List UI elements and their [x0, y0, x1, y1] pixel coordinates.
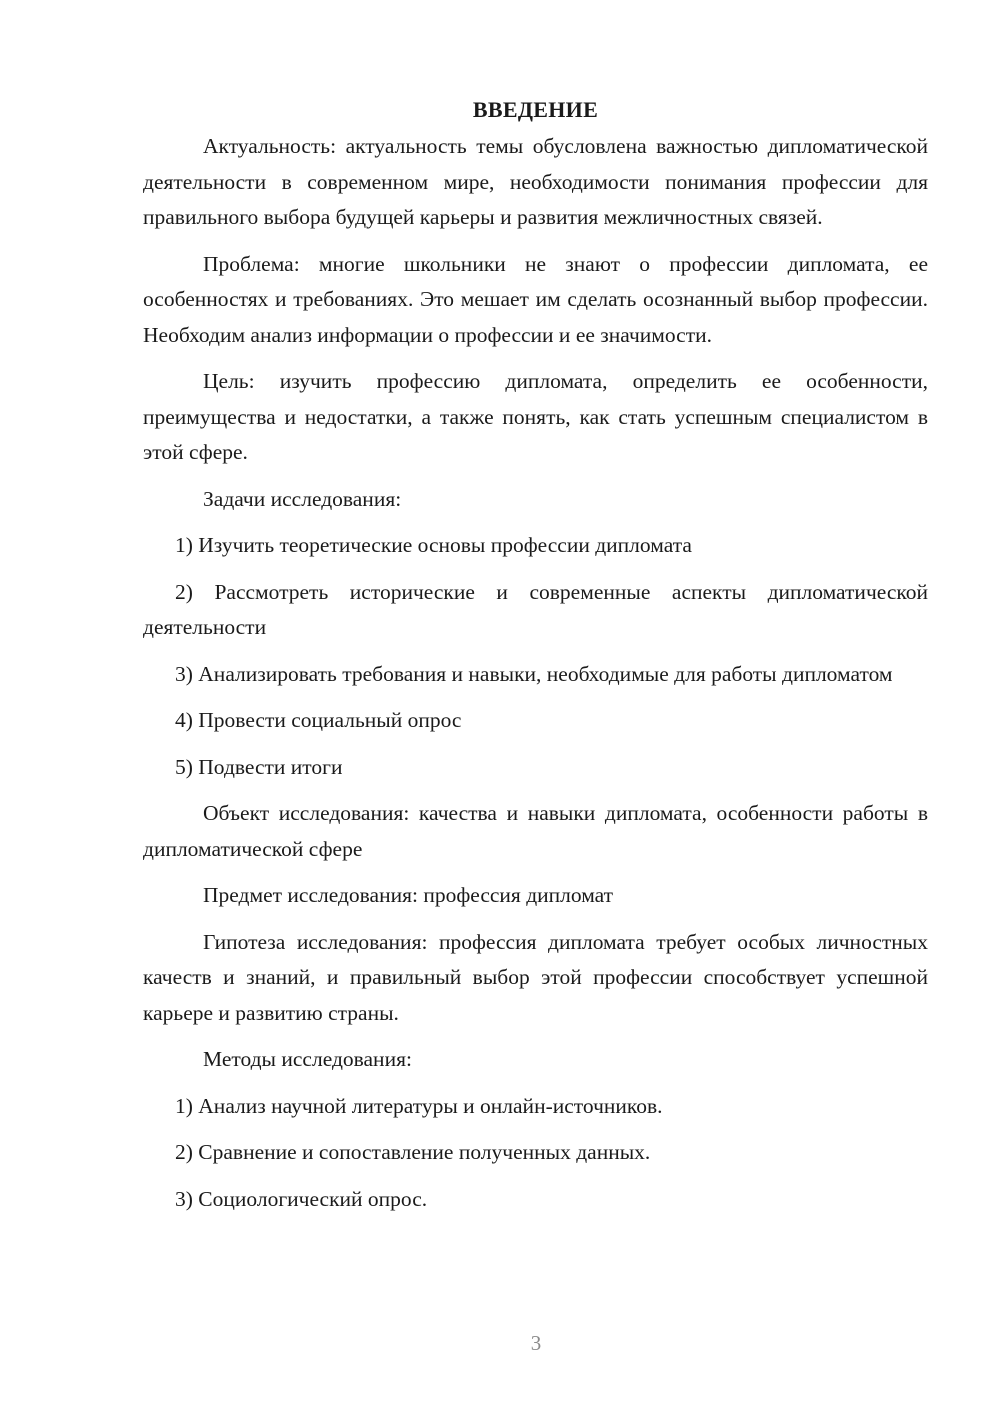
task-item: 3) Анализировать требования и навыки, необходимые для работы дипломатом — [175, 661, 893, 686]
document-page — [143, 92, 928, 1228]
tasks-heading: Задачи исследования: — [203, 486, 402, 511]
method-item: 2) Сравнение и сопоставление полученных данных. — [175, 1140, 651, 1164]
goal-paragraph: Цель: изучить профессию дипломата, определить ее особенности, преимущества и недостатки, а также понять, как стать успешным специалистом в этой сфере. — [143, 369, 928, 464]
task-item: 5) Подвести итоги — [175, 754, 343, 779]
relevance-paragraph: Актуальность: актуальность темы обусловлена важностью дипломатической деятельности в современном мире, необходимости понимания профессии для правильного выбора будущей карьеры и развития межличностных связей. — [143, 134, 928, 229]
problem-paragraph: Проблема: многие школьники не знают о профессии дипломата, ее особенностях и требованиях. Это мешает им сделать осознанный выбор профессии. Необходим анализ информации о профессии и ее значимости. — [143, 251, 928, 347]
page-number: 3 — [530, 1331, 542, 1355]
subject-paragraph: Предмет исследования: профессия дипломат — [203, 883, 614, 907]
task-item: 1) Изучить теоретические основы профессии дипломата — [175, 533, 692, 557]
task-item: 4) Провести социальный опрос — [175, 708, 462, 732]
task-item: 2) Рассмотреть исторические и современные аспекты дипломатической деятельности — [143, 579, 928, 639]
method-item: 3) Социологический опрос. — [175, 1186, 428, 1211]
hypothesis-paragraph: Гипотеза исследования: профессия дипломата требует особых личностных качеств и знаний, и правильный выбор этой профессии способствует успешной карьере и развитию страны. — [143, 929, 928, 1025]
method-item: 1) Анализ научной литературы и онлайн-источников. — [175, 1093, 663, 1118]
object-paragraph: Объект исследования: качества и навыки дипломата, особенности работы в дипломатической сфере — [143, 801, 928, 861]
section-title: ВВЕДЕНИЕ — [472, 97, 599, 122]
methods-heading: Методы исследования: — [203, 1047, 412, 1071]
